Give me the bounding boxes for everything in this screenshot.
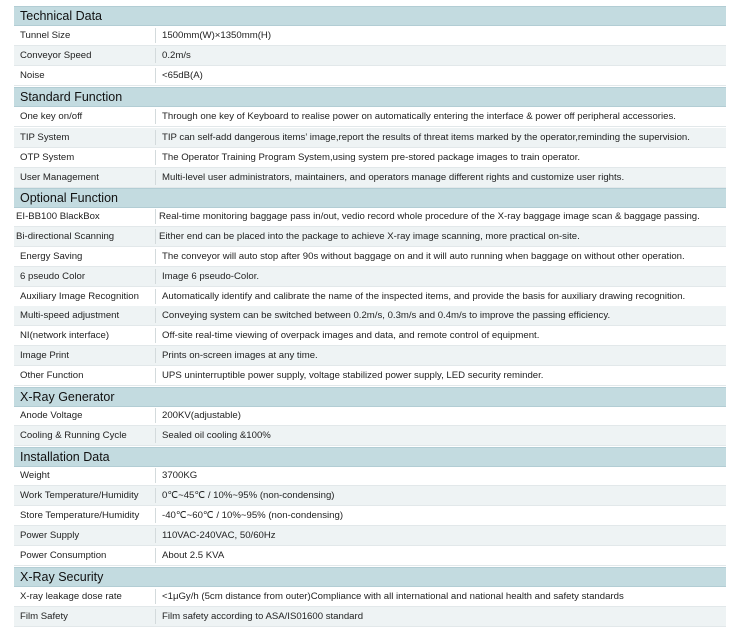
section-header-technical-data: Technical Data: [14, 6, 726, 26]
section-header-optional-function: Optional Function: [14, 188, 726, 208]
spec-value: Off-site real-time viewing of overpack images and data, and remote control of equipment.: [162, 330, 540, 341]
spec-label: Power Consumption: [20, 550, 107, 561]
spec-row-network-interface: [14, 326, 726, 346]
spec-label: One key on/off: [20, 111, 83, 122]
spec-label: Noise: [20, 70, 45, 81]
spec-value: The Operator Training Program System,using system pre-stored package images to train operator.: [162, 152, 581, 163]
spec-value: Sealed oil cooling &100%: [162, 430, 271, 441]
spec-label: TIP System: [20, 132, 70, 143]
spec-label: Film Safety: [20, 611, 68, 622]
spec-value: 1500mm(W)×1350mm(H): [162, 30, 272, 41]
section-header-x-ray-generator: X-Ray Generator: [14, 387, 726, 407]
spec-label: Store Temperature/Humidity: [20, 510, 140, 521]
spec-value: 200KV(adjustable): [162, 410, 241, 421]
spec-row-weight: [14, 466, 726, 486]
spec-value: Conveying system can be switched between 0.2m/s, 0.3m/s and 0.4m/s to improve the passing efficiency.: [162, 310, 611, 321]
section-header-x-ray-security: X-Ray Security: [14, 567, 726, 587]
spec-row-tunnel-size: [14, 26, 726, 46]
spec-row-image-print: [14, 346, 726, 366]
spec-label: Work Temperature/Humidity: [20, 490, 139, 501]
spec-row-user-management: [14, 168, 726, 188]
spec-value: 0℃~45℃ / 10%~95% (non-condensing): [162, 490, 335, 501]
spec-value: UPS uninterruptible power supply, voltage stabilized power supply, LED security reminder.: [162, 370, 544, 381]
spec-row-tip-system: [14, 128, 726, 148]
spec-value: Prints on-screen images at any time.: [162, 350, 318, 361]
spec-value: Image 6 pseudo-Color.: [162, 271, 260, 282]
spec-row-anode-voltage: [14, 406, 726, 426]
spec-value: About 2.5 KVA: [162, 550, 225, 561]
spec-row-cooling-running-cycle: [14, 426, 726, 446]
spec-value: 110VAC-240VAC, 50/60Hz: [162, 530, 276, 541]
spec-row-power-supply: [14, 526, 726, 546]
spec-value: Automatically identify and calibrate the name of the inspected items, and provide the basis for auxiliary drawing recognition.: [162, 291, 686, 302]
spec-value: The conveyor will auto stop after 90s without baggage on and it will auto running when baggage on without other operation.: [162, 251, 685, 262]
spec-value: TIP can self-add dangerous items’ image,report the results of threat items marked by the operator,reminding the supervision.: [162, 132, 690, 143]
spec-label: 6 pseudo Color: [20, 271, 86, 282]
spec-value: -40℃~60℃ / 10%~95% (non-condensing): [162, 510, 344, 521]
spec-row-work-temperature-humidity: [14, 486, 726, 506]
spec-row-multi-speed-adjustment: [14, 306, 726, 326]
spec-row-noise: [14, 66, 726, 86]
spec-label: Image Print: [20, 350, 70, 361]
spec-label: Multi-speed adjustment: [20, 310, 120, 321]
spec-label: Other Function: [20, 370, 84, 381]
spec-label: User Management: [20, 172, 99, 183]
spec-label: EI-BB100 BlackBox: [16, 211, 100, 222]
spec-row-pseudo-color: [14, 267, 726, 287]
spec-row-bi-directional-scanning: [14, 227, 726, 247]
spec-value: 3700KG: [162, 470, 198, 481]
spec-label: Energy Saving: [20, 251, 83, 262]
spec-row-otp-system: [14, 148, 726, 168]
spec-label: Auxiliary Image Recognition: [20, 291, 139, 302]
spec-label: X-ray leakage dose rate: [20, 591, 122, 602]
spec-value: Film safety according to ASA/IS01600 standard: [162, 611, 364, 622]
spec-row-store-temperature-humidity: [14, 506, 726, 526]
spec-row-conveyor-speed: [14, 46, 726, 66]
spec-value: Multi-level user administrators, maintainers, and operators manage different rights and customize user rights.: [162, 172, 625, 183]
spec-row-auxiliary-image-recognition: [14, 287, 726, 307]
spec-value: Either end can be placed into the package to achieve X-ray image scanning, more practical on-site.: [159, 231, 580, 242]
spec-label: Power Supply: [20, 530, 80, 541]
spec-value: <65dB(A): [162, 70, 203, 81]
spec-row-other-function: [14, 366, 726, 386]
spec-value: 0.2m/s: [162, 50, 191, 61]
spec-label: Weight: [20, 470, 50, 481]
spec-row-x-ray-leakage-dose-rate: [14, 587, 726, 607]
spec-label: Conveyor Speed: [20, 50, 92, 61]
spec-row-power-consumption: [14, 546, 726, 566]
spec-label: Cooling & Running Cycle: [20, 430, 127, 441]
spec-label: Anode Voltage: [20, 410, 83, 421]
spec-row-film-safety: [14, 607, 726, 627]
spec-row-one-key-on-off: [14, 107, 726, 127]
spec-label: OTP System: [20, 152, 75, 163]
spec-label: Tunnel Size: [20, 30, 71, 41]
spec-label: NI(network interface): [20, 330, 110, 341]
spec-row-blackbox: [14, 207, 726, 227]
spec-value: Through one key of Keyboard to realise power on automatically entering the interface & power off peripheral accessories.: [162, 111, 676, 122]
spec-value: Real-time monitoring baggage pass in/out, vedio record whole procedure of the X-ray baggage image scan & baggage passing.: [159, 211, 700, 222]
spec-label: Bi-directional Scanning: [16, 231, 115, 242]
spec-row-energy-saving: [14, 247, 726, 267]
spec-value: <1μGy/h (5cm distance from outer)Compliance with all international and national health and safety standards: [162, 591, 624, 602]
section-header-standard-function: Standard Function: [14, 87, 726, 107]
section-header-installation-data: Installation Data: [14, 447, 726, 467]
